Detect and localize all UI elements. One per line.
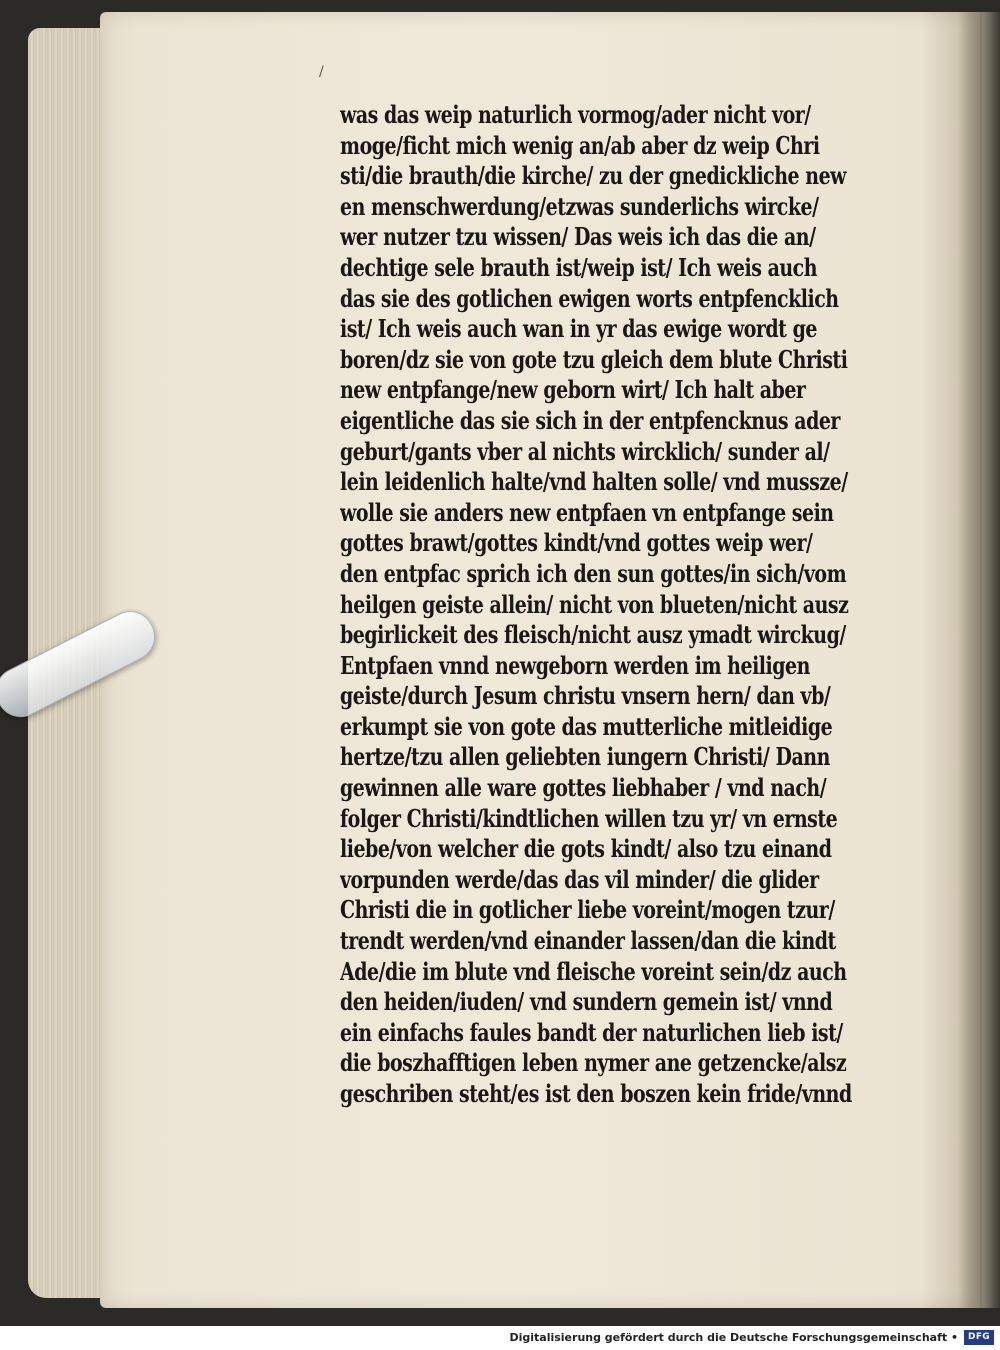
text-line: Ade/die im blute vnd fleische voreint sein/dz auch [340,956,847,986]
text-line: was das weip naturlich vormog/ader nicht vor/ [340,100,811,129]
text-line: trendt werden/vnd einander lassen/dan die kindt [340,926,836,956]
text-line: boren/dz sie von gote tzu gleich dem blute Christi [340,344,848,374]
text-line: den entpfac sprich ich den sun gottes/in sich/vom [340,558,847,588]
text-line: new entpfange/new geborn wirt/ Ich halt aber [340,375,806,405]
text-line: heilgen geiste allein/ nicht von blueten/nicht ausz [340,589,849,619]
text-block [340,100,920,1110]
pen-mark: / [319,64,324,80]
text-line: hertze/tzu allen geliebten iungern Christi/ Dann [340,742,830,772]
text-line: Entpfaen vnnd newgeborn werden im heiligen [340,650,810,680]
text-line: vorpunden werde/das das vil minder/ die glider [340,864,819,894]
text-line: wer nutzer tzu wissen/ Das weis ich das die an/ [340,222,816,252]
text-line: geburt/gants vber al nichts wircklich/ sunder al/ [340,436,830,466]
text-line: ist/ Ich weis auch wan in yr das ewige wordt ge [340,314,817,344]
text-line: en menschwerdung/etzwas sunderlichs wircke/ [340,191,819,221]
text-line: geiste/durch Jesum christu vnsern hern/ dan vb/ [340,681,831,711]
text-line: moge/ficht mich wenig an/ab aber dz weip Chri [340,130,820,160]
text-line: ein einfachs faules bandt der naturlichen lieb ist/ [340,1017,843,1047]
funding-credit: Digitalisierung gefördert durch die Deutsche Forschungsgemeinschaft • [509,1331,958,1344]
text-line: lein leidenlich halte/vnd halten solle/ vnd mussze/ [340,467,848,497]
dfg-logo: DFG [964,1330,994,1345]
text-line: geschriben steht/es ist den boszen kein fride/vnnd [340,1079,852,1108]
text-line: liebe/von welcher die gots kindt/ also tzu einand [340,834,832,864]
gutter-shadow [958,12,1000,1308]
text-line: dechtige sele brauth ist/weip ist/ Ich weis auch [340,252,818,282]
text-line: Christi die in gotlicher liebe voreint/mogen tzur/ [340,895,835,925]
text-line: gottes brawt/gottes kindt/vnd gottes weip wer/ [340,528,813,558]
text-line: wolle sie anders new entpfaen vn entpfange sein [340,497,834,527]
text-line: folger Christi/kindtlichen willen tzu yr/ vn ernste [340,803,838,833]
text-line: den heiden/iuden/ vnd sundern gemein ist/ vnnd [340,987,833,1017]
footer-bar [0,1326,1000,1350]
text-line: erkumpt sie von gote das mutterliche mitleidige [340,711,833,741]
text-line: sti/die brauth/die kirche/ zu der gnedickliche new [340,161,847,191]
text-line: gewinnen alle ware gottes liebhaber / vnd nach/ [340,773,827,803]
text-line: begirlickeit des fleisch/nicht ausz ymadt wirckug/ [340,620,846,650]
text-line: eigentliche das sie sich in der entpfencknus ader [340,405,840,435]
text-line: das sie des gotlichen ewigen worts entpfencklich [340,283,839,313]
text-line: die boszhafftigen leben nymer ane getzencke/alsz [340,1048,847,1078]
